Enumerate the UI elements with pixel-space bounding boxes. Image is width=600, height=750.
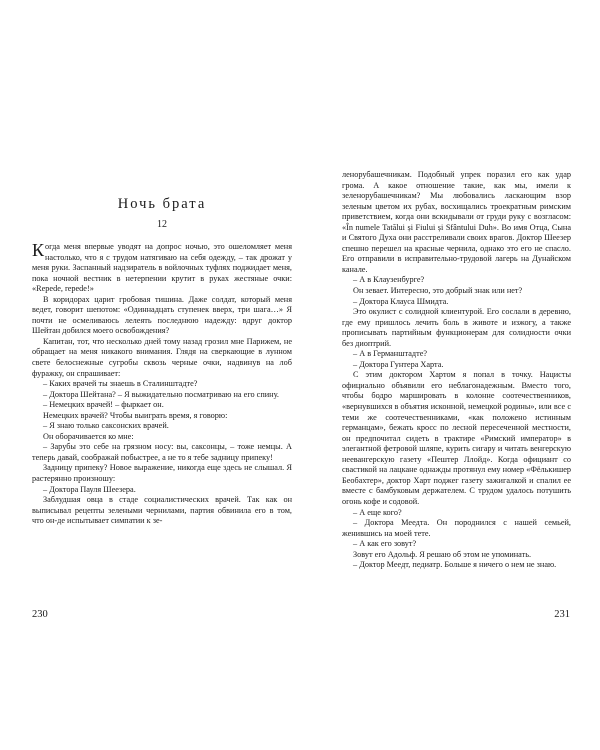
paragraph: – Доктора Шейтана? – Я выжидательно посматриваю на его спину. <box>43 389 279 399</box>
paragraph: С этим доктором Хартом я попал в точку. Нацисты официально объявили его неблагонадежным. Вместо того, чтобы бодро маршировать в колонне соотечественников, «вернувшихся в объятия исконной, немецкой родины», или все с теми же соотечественниками, «как положено истинным германцам», бежать кросс по лесной пересеченной местности, он предпочитал сидеть в трактире «Римский император» в элегантной фетровой шляпе, курить сигару и читать венгерскую неевангерскую газету «Пештер Ллойд». Когда официант со свастикой на лацкане однажды протянул ему номер «Фёлькишер Беобахтер», доктор Харт поджег газету зажигалкой и спалил ее вместе с бамбуковым держателем. С трудом удалось потушить огонь кофе и содовой. <box>342 370 571 506</box>
paragraph: Он зевает. Интересно, это добрый знак или нет? <box>353 286 523 296</box>
paragraph: Это окулист с солидной клиентурой. Его сослали в деревню, где ему пришлось лечить боль в животе и изжогу, а также прописывать партийным функционерам для солидности очки без диоптрий. <box>342 307 571 348</box>
paragraph: Он оборачивается ко мне: <box>43 431 134 441</box>
paragraph: – Зарубы это себе на грязном носу: вы, саксонцы, – тоже немцы. А теперь давай, соображай побыстрее, а не то я тебе задницу припеку! <box>32 442 292 462</box>
paragraph: – Немецких врачей! – фыркает он. <box>43 400 164 410</box>
paragraph: – Доктора Гунтера Харта. <box>353 359 444 369</box>
paragraph: – А в Клаузенбурге? <box>353 275 425 285</box>
drop-cap: К <box>32 242 45 260</box>
paragraph: ленорубашечникам. Подобный упрек поразил его как удар грома. А какое отношение такие, как мы, имели к зеленорубашечникам? Мы любовались ласкающим взор зеленым цветом их рубах, восхищались троекратным римским приветствием, когда они вскидывали от груди руку с возгласом: «În numele Tatălui și Fiului și Sfântului Duh». Во имя Отца, Сына и Святого Духа они расстреливали своих врагов. Доктор Шеезер спешно перешел на красные чернила, однако это его не спасло. Его отправили в исправительно-трудовой лагерь на Дунайском канале. <box>342 170 571 274</box>
paragraph: Задницу припеку? Новое выражение, никогда еще здесь не слышал. Я растерянно произношу: <box>32 463 292 484</box>
paragraph: – Каких врачей ты знаешь в Сталинштадте? <box>43 379 198 389</box>
page-number-right: 231 <box>554 609 570 620</box>
paragraph: Когда меня впервые уводят на допрос ночью, это ошеломляет меня настолько, что я с трудом натягиваю на себя одежду, – так дрожат у меня руки. Заспанный надзиратель в войлочных туфлях поджидает меня, пока ночной вестник в нетерпении крутит в руках жестяные очки: «Repede, repede!» <box>32 242 292 294</box>
right-page-text <box>342 170 571 594</box>
paragraph: В коридорах царит гробовая тишина. Даже солдат, который меня ведет, говорит шепотом: «Одиннадцать ступенек вверх, три шага…» Я почти не осмеливаюсь лелеять последнюю надежду: вдруг доктор Шейтан добился моего освобождения? <box>32 294 292 336</box>
paragraph: – Доктора Пауля Шеезера. <box>43 484 136 494</box>
paragraph: – А как его зовут? <box>353 539 417 549</box>
paragraph: – Я знаю только саксонских врачей. <box>43 421 169 431</box>
left-page-text <box>32 242 292 587</box>
page-number-left: 230 <box>32 609 48 620</box>
chapter-number: 12 <box>157 219 167 230</box>
right-page <box>300 0 600 750</box>
paragraph: – Доктора Клауса Шмидта. <box>353 296 449 306</box>
paragraph: – А в Германштадте? <box>353 349 428 359</box>
paragraph: Капитан, тот, что несколько дней тому назад грозил мне Парижем, не обращает на меня никакого внимания. Глядя на сверкающие в лунном свете белоснежные сугробы сквозь черные очки, надвинув на лоб фуражку, он спрашивает: <box>32 336 292 378</box>
paragraph: Зовут его Адольф. Я решаю об этом не упоминать. <box>353 549 532 559</box>
paragraph: – А еще кого? <box>353 507 402 517</box>
paragraph: Немецких врачей? Чтобы выиграть время, я говорю: <box>43 410 228 420</box>
paragraph: Заблудшая овца в стаде социалистических врачей. Так как он выписывал рецепты зелеными чернилами, партия обвинила его в том, что он-де испытывает симпатии к зе- <box>32 495 292 526</box>
paragraph: – Доктор Меедт, педиатр. Больше я ничего о нем не знаю. <box>353 560 557 570</box>
chapter-title: Ночь брата <box>117 196 207 212</box>
paragraph: – Доктора Меедта. Он породнился с нашей семьей, женившись на моей тете. <box>342 518 571 538</box>
